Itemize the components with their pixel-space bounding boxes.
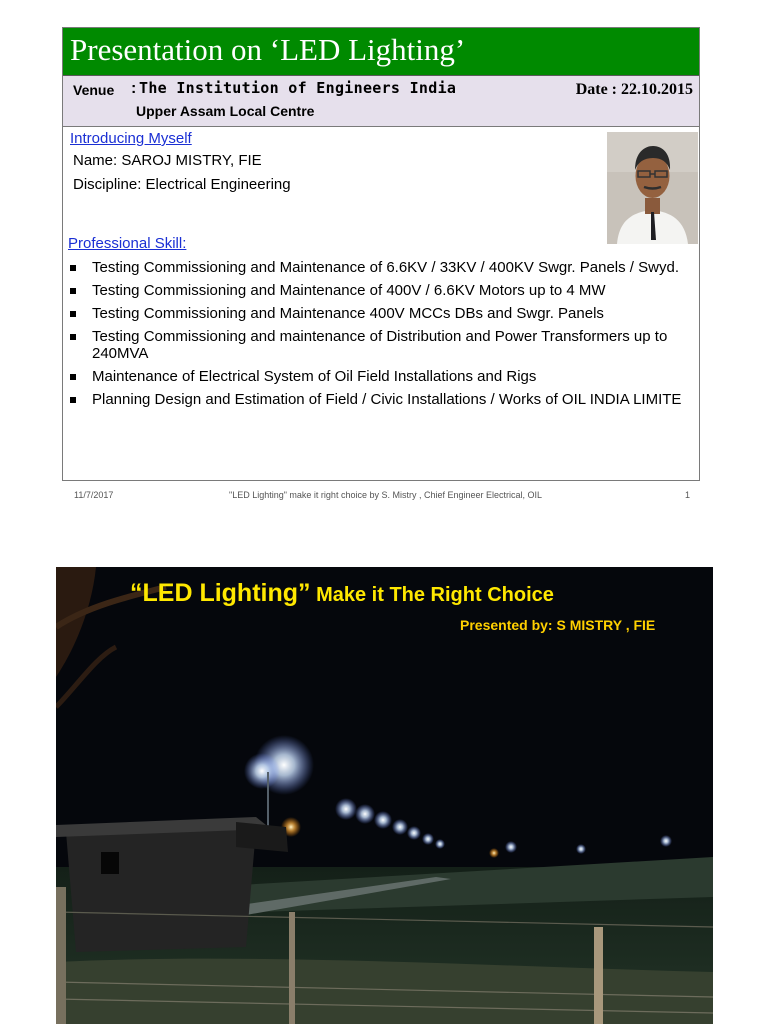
- skill-text: Testing Commissioning and maintenance of Distribution and Power Transformers up to 240MVA: [92, 328, 668, 362]
- list-item: [68, 282, 688, 299]
- list-item: [68, 368, 688, 385]
- title-bar: [63, 28, 699, 76]
- list-item: [68, 391, 688, 408]
- venue-subtitle: Upper Assam Local Centre: [136, 103, 315, 119]
- bullet-icon: [70, 374, 76, 380]
- footer-date: 11/7/2017: [74, 490, 114, 500]
- slide-title: Presentation on ‘LED Lighting’: [70, 32, 466, 67]
- name-line: Name: SAROJ MISTRY, FIE: [73, 152, 262, 169]
- slide2-title-main: “LED Lighting”: [130, 579, 311, 607]
- intro-heading: Introducing Myself: [70, 130, 192, 147]
- skill-list: [68, 259, 688, 414]
- bullet-icon: [70, 265, 76, 271]
- slide2-title: [130, 579, 554, 608]
- venue-label: Venue: [73, 82, 115, 98]
- skill-text: Testing Commissioning and Maintenance of 6.6KV / 33KV / 400KV Swgr. Panels / Swyd.: [92, 259, 679, 276]
- presenter-photo: [607, 132, 698, 244]
- skill-heading: Professional Skill:: [68, 235, 187, 252]
- venue-bar: [63, 76, 699, 127]
- slide2-title-rest: Make it The Right Choice: [310, 584, 554, 606]
- presenter-credit: Presented by: S MISTRY , FIE: [460, 617, 656, 633]
- footer-page-number: 1: [685, 490, 691, 500]
- skill-text: Testing Commissioning and Maintenance of 400V / 6.6KV Motors up to 4 MW: [92, 282, 606, 299]
- bullet-icon: [70, 397, 76, 403]
- discipline-line: Discipline: Electrical Engineering: [73, 176, 291, 193]
- night-street-photo: [56, 567, 713, 1024]
- venue-name: The Institution of Engineers India: [139, 79, 457, 97]
- list-item: [68, 259, 688, 276]
- bullet-icon: [70, 334, 76, 340]
- skill-text: Planning Design and Estimation of Field / Civic Installations / Works of OIL INDIA LIMITE: [92, 391, 682, 408]
- skill-text: Maintenance of Electrical System of Oil Field Installations and Rigs: [92, 368, 537, 385]
- slide-title-photo: [56, 567, 713, 1024]
- bullet-icon: [70, 288, 76, 294]
- slide-introduction: [62, 27, 700, 481]
- footer-text: "LED Lighting" make it right choice by S. Mistry , Chief Engineer Electrical, OIL: [229, 490, 543, 500]
- skill-text: Testing Commissioning and Maintenance 400V MCCs DBs and Swgr. Panels: [92, 305, 604, 322]
- bullet-icon: [70, 311, 76, 317]
- presentation-date: Date : 22.10.2015: [575, 81, 693, 98]
- list-item: [68, 328, 688, 362]
- venue-colon: :: [131, 80, 137, 97]
- list-item: [68, 305, 688, 322]
